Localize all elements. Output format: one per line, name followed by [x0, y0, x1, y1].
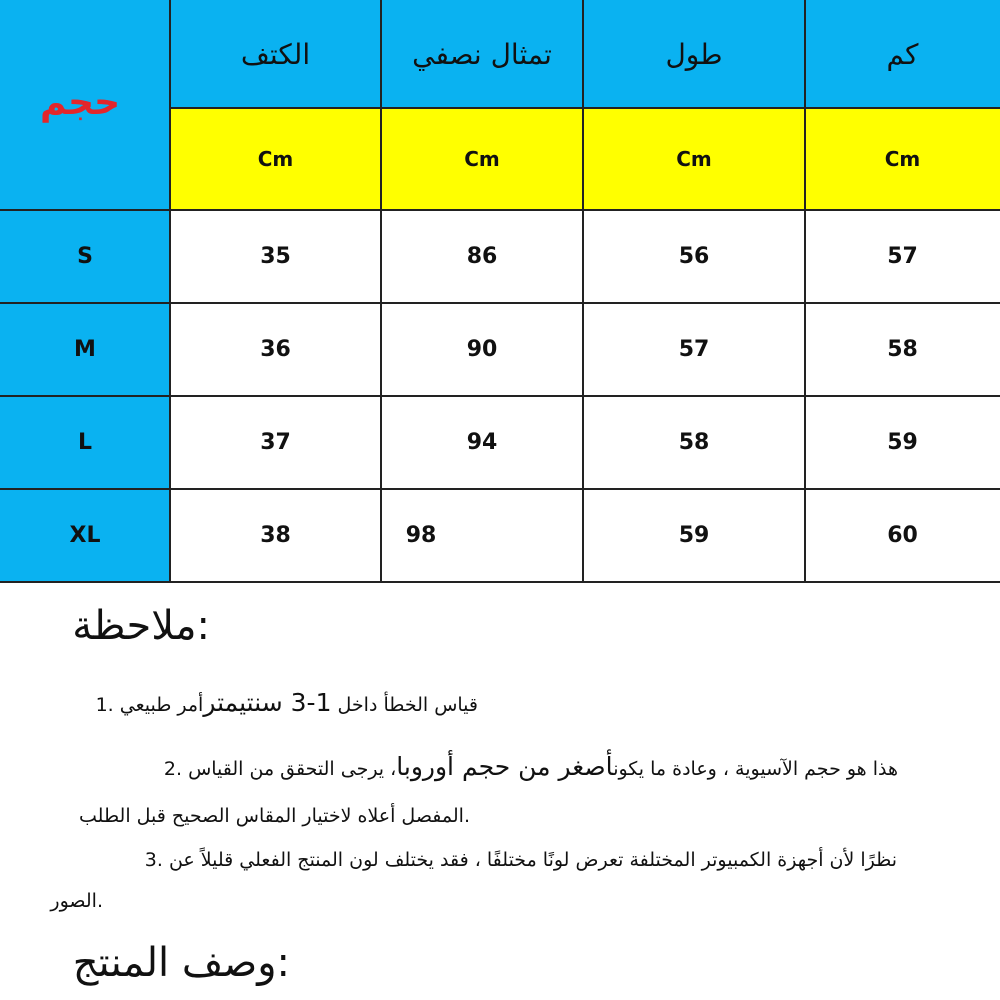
cell-xl-sleeve: 60 [887, 523, 918, 548]
unit-length: Cm [583, 108, 805, 210]
unit-shoulder: Cm [170, 108, 381, 210]
cell-m-length: 57 [678, 337, 710, 362]
cell-s-length: 56 [678, 244, 710, 269]
note-line-4: نظرًا لأن أجهزة الكمبيوتر المختلفة تعرض لونًا مختلفًا ، فقد يختلف لون المنتج الفعلي قليلاً عن .3 [144, 849, 897, 871]
grid-line [804, 0, 806, 582]
cell-s-sleeve: 57 [887, 244, 918, 269]
note-line-5: .الصور [50, 890, 103, 912]
cell-m-shoulder: 36 [260, 337, 291, 362]
grid-line [0, 395, 1000, 397]
grid-line [169, 0, 171, 582]
size-label-xl: XL [69, 523, 101, 548]
grid-line [0, 302, 1000, 304]
notes-title: :ملاحظة [72, 603, 210, 649]
grid-line [380, 0, 382, 582]
header-shoulder: الكتف [170, 0, 381, 108]
header-length: طول [583, 0, 805, 108]
grid-line [170, 107, 1000, 109]
header-bust: تمثال نصفي [381, 0, 583, 108]
grid-line [0, 488, 1000, 490]
note-line-2-suffix: ، يرجى التحقق من القياس .2 [163, 758, 397, 780]
size-label-m: M [74, 337, 96, 362]
grid-line [0, 209, 1000, 211]
note-line-1 [96, 688, 478, 717]
cell-s-shoulder: 35 [260, 244, 291, 269]
unit-sleeve: Cm [805, 108, 1000, 210]
cell-s-bust: 86 [466, 244, 498, 269]
description-title: :وصف المنتج [72, 940, 290, 986]
cell-xl-shoulder: 38 [260, 523, 291, 548]
note-line-1-emphasis: 1-3 سنتيمتر [203, 688, 332, 717]
note-line-2 [164, 752, 898, 781]
cell-m-sleeve: 58 [887, 337, 918, 362]
size-label-l: L [77, 430, 93, 455]
size-label-s: S [77, 244, 93, 269]
note-line-1-suffix: أمر طبيعي .1 [95, 694, 204, 716]
note-line-3: .المفصل أعلاه لاختيار المقاس الصحيح قبل الطلب [79, 805, 470, 827]
cell-l-bust: 94 [466, 430, 498, 455]
note-line-1-prefix: قياس الخطأ داخل [337, 694, 478, 716]
note-line-2-emphasis: أصغر من حجم أوروبا [396, 752, 614, 781]
header-sleeve: كم [805, 0, 1000, 108]
cell-l-length: 58 [678, 430, 710, 455]
cell-l-sleeve: 59 [887, 430, 918, 455]
cell-xl-bust: 98 [405, 523, 437, 548]
size-corner-label: حجم [39, 81, 121, 123]
cell-xl-length: 59 [678, 523, 710, 548]
cell-l-shoulder: 37 [260, 430, 291, 455]
grid-line [582, 0, 584, 582]
cell-m-bust: 90 [466, 337, 498, 362]
note-line-2-prefix: هذا هو حجم الآسيوية ، وعادة ما يكون [613, 758, 898, 780]
unit-bust: Cm [381, 108, 583, 210]
